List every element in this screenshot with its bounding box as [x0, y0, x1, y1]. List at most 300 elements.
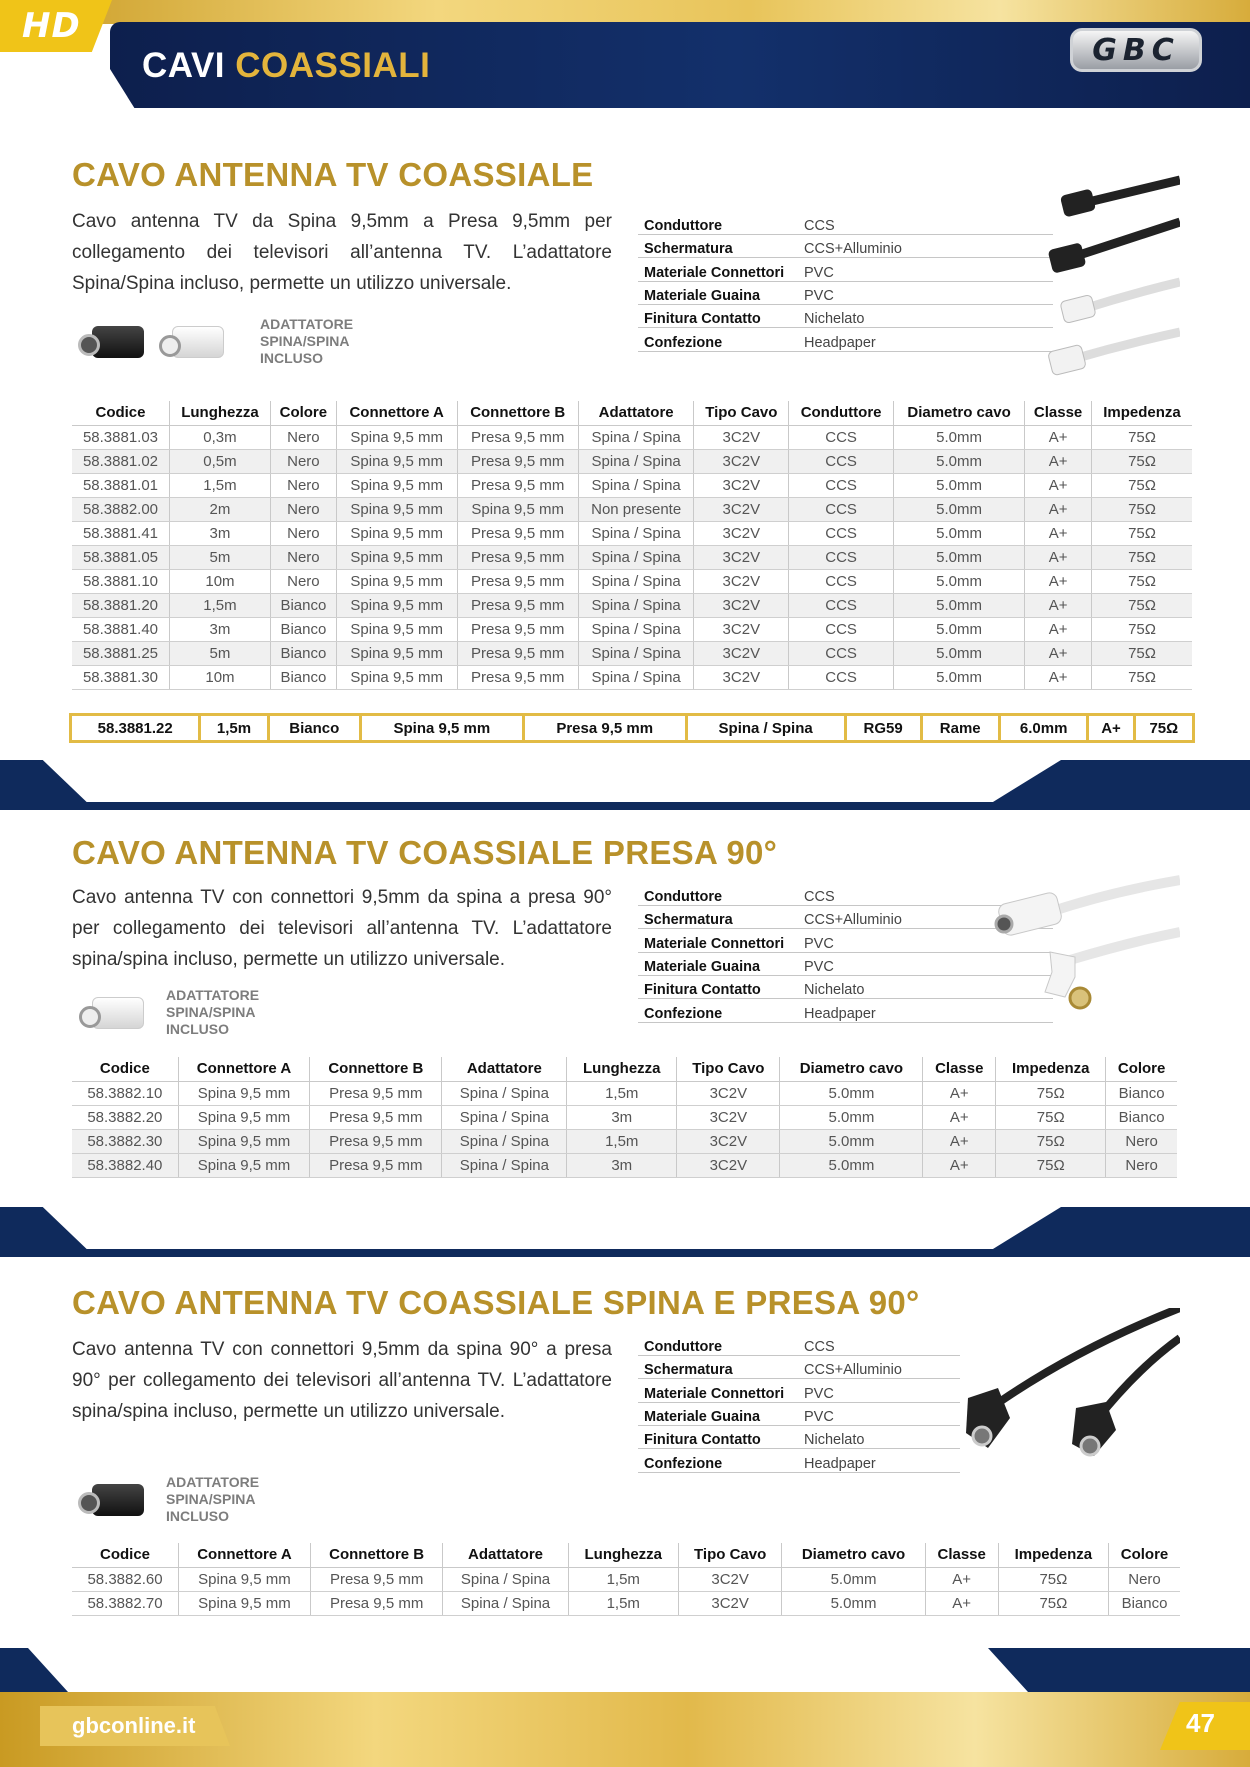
adapter-label-line: INCLUSO — [260, 350, 323, 366]
table-cell: Presa 9,5 mm — [310, 1591, 443, 1615]
table-cell: 5.0mm — [894, 617, 1025, 641]
section1-featured-row — [72, 716, 1192, 740]
table-cell: Spina 9,5 mm — [336, 569, 457, 593]
table-cell: Presa 9,5 mm — [310, 1105, 442, 1129]
table-cell: 5.0mm — [894, 641, 1025, 665]
table-cell: CCS — [789, 473, 894, 497]
column-header: Impedenza — [998, 1543, 1108, 1567]
table-cell: Presa 9,5 mm — [457, 617, 578, 641]
spec-row — [638, 1426, 960, 1449]
featured-cell: RG59 — [845, 716, 921, 740]
table-cell: 1,5m — [568, 1591, 678, 1615]
table-cell: Spina 9,5 mm — [457, 497, 578, 521]
table-cell: 5.0mm — [780, 1153, 923, 1177]
column-header: Connettore A — [178, 1057, 310, 1081]
page-header — [0, 0, 1250, 110]
page-number: 47 — [1186, 1708, 1215, 1738]
table-cell: Presa 9,5 mm — [457, 545, 578, 569]
spec-row — [638, 1402, 960, 1425]
table-cell: Presa 9,5 mm — [457, 569, 578, 593]
table-cell: Presa 9,5 mm — [457, 425, 578, 449]
spec-value: Nichelato — [798, 1426, 960, 1449]
spec-label: Schermatura — [638, 905, 798, 928]
table-cell: 58.3881.20 — [72, 593, 170, 617]
table-cell: Bianco — [1106, 1105, 1177, 1129]
section2-cable-icon — [990, 872, 1180, 1012]
spec-value: CCS+Alluminio — [798, 1355, 960, 1378]
spec-row — [638, 1332, 960, 1355]
table-cell: CCS — [789, 545, 894, 569]
table-cell: Non presente — [578, 497, 694, 521]
spec-label: Materiale Connettori — [638, 258, 798, 281]
table-cell: Spina 9,5 mm — [178, 1081, 310, 1105]
table-row — [72, 521, 1192, 545]
spec-value: CCS — [798, 882, 1053, 905]
section-divider — [0, 760, 1250, 810]
section1-title: CAVO ANTENNA TV COASSIALE — [72, 156, 594, 193]
spec-label: Confezione — [638, 328, 798, 351]
column-header: Tipo Cavo — [694, 401, 789, 425]
table-row — [72, 1591, 1180, 1615]
spec-value: Headpaper — [798, 1449, 960, 1472]
table-cell: Nero — [270, 569, 336, 593]
section1-adapter — [92, 316, 353, 367]
featured-cell: Rame — [921, 716, 999, 740]
table-cell: Spina 9,5 mm — [178, 1105, 310, 1129]
table-cell: Spina / Spina — [578, 473, 694, 497]
column-header: Lunghezza — [568, 1543, 678, 1567]
table-cell: 58.3882.40 — [72, 1153, 178, 1177]
table-cell: CCS — [789, 497, 894, 521]
table-cell: Bianco — [270, 641, 336, 665]
table-cell: CCS — [789, 665, 894, 689]
column-header: Impedenza — [996, 1057, 1106, 1081]
table-cell: 5.0mm — [894, 449, 1025, 473]
table-cell: 58.3882.20 — [72, 1105, 178, 1129]
table-cell: 58.3881.02 — [72, 449, 170, 473]
table-cell: 75Ω — [998, 1591, 1108, 1615]
column-header: Colore — [270, 401, 336, 425]
column-header: Adattatore — [443, 1543, 568, 1567]
spec-value: PVC — [798, 952, 1053, 975]
table-cell: 75Ω — [1092, 497, 1192, 521]
table-cell: 1,5m — [567, 1129, 677, 1153]
table-cell: A+ — [923, 1129, 996, 1153]
table-cell: 75Ω — [996, 1153, 1106, 1177]
table-cell: Bianco — [270, 617, 336, 641]
adapter-label-line: ADATTATORE — [166, 987, 260, 1003]
table-row — [72, 1081, 1177, 1105]
table-cell: 1,5m — [568, 1567, 678, 1591]
table-cell: 3C2V — [694, 641, 789, 665]
featured-cell: Bianco — [268, 716, 360, 740]
adapter-label — [260, 316, 353, 367]
table-cell: 5.0mm — [894, 593, 1025, 617]
table-cell: Spina / Spina — [578, 569, 694, 593]
featured-cell: 58.3881.22 — [97, 719, 173, 737]
table-cell: 58.3881.03 — [72, 425, 170, 449]
table-cell: 5.0mm — [894, 473, 1025, 497]
table-cell: Nero — [270, 521, 336, 545]
column-header: Connettore B — [457, 401, 578, 425]
gbc-logo — [1070, 28, 1202, 72]
spec-value: CCS — [798, 1332, 960, 1355]
table-cell: 0,3m — [170, 425, 271, 449]
spec-value: PVC — [798, 1379, 960, 1402]
column-header: Codice — [72, 1057, 178, 1081]
spec-value: CCS+Alluminio — [798, 234, 1053, 257]
adapter-label-line: ADATTATORE — [260, 316, 354, 332]
table-cell: Spina 9,5 mm — [178, 1153, 310, 1177]
adapter-black-icon — [92, 326, 144, 358]
table-cell: Spina 9,5 mm — [179, 1591, 311, 1615]
table-cell: 3m — [170, 617, 271, 641]
column-header: Tipo Cavo — [677, 1057, 780, 1081]
table-cell: A+ — [923, 1153, 996, 1177]
page-title-white: CAVI — [142, 46, 226, 85]
hd-badge-text: HD — [22, 6, 81, 46]
adapter-label-line: SPINA/SPINA — [166, 1004, 256, 1020]
table-cell: 75Ω — [1092, 545, 1192, 569]
table-cell: 75Ω — [1092, 593, 1192, 617]
table-cell: Spina 9,5 mm — [336, 665, 457, 689]
spec-label: Materiale Guaina — [638, 952, 798, 975]
spec-label: Conduttore — [638, 1332, 798, 1355]
table-cell: 3C2V — [694, 449, 789, 473]
table-cell: A+ — [1025, 449, 1092, 473]
column-header: Colore — [1106, 1057, 1177, 1081]
table-row — [72, 545, 1192, 569]
table-cell: 5.0mm — [894, 497, 1025, 521]
table-cell: Nero — [270, 545, 336, 569]
table-cell: 3C2V — [694, 497, 789, 521]
spec-row — [638, 1355, 960, 1378]
column-header: Codice — [72, 401, 170, 425]
table-cell: CCS — [789, 569, 894, 593]
spec-label: Schermatura — [638, 234, 798, 257]
spec-row — [638, 281, 1053, 304]
table-cell: 3C2V — [678, 1591, 782, 1615]
spec-label: Confezione — [638, 1449, 798, 1472]
table-cell: Bianco — [1106, 1081, 1177, 1105]
table-cell: 5.0mm — [894, 545, 1025, 569]
column-header: Diametro cavo — [782, 1543, 925, 1567]
section1-cable-icon — [1040, 172, 1180, 382]
table-cell: A+ — [1025, 425, 1092, 449]
section1-spec-table — [638, 211, 1053, 352]
table-cell: CCS — [789, 449, 894, 473]
column-header: Adattatore — [442, 1057, 567, 1081]
table-cell: 3m — [567, 1105, 677, 1129]
table-cell: 5.0mm — [780, 1129, 923, 1153]
table-cell: A+ — [1025, 521, 1092, 545]
table-cell: A+ — [925, 1567, 998, 1591]
table-cell: 5.0mm — [894, 521, 1025, 545]
column-header: Diametro cavo — [894, 401, 1025, 425]
column-header: Classe — [923, 1057, 996, 1081]
column-header: Connettore B — [310, 1543, 443, 1567]
featured-cell: 1,5m — [200, 716, 268, 740]
spec-label: Finitura Contatto — [638, 976, 798, 999]
table-cell: A+ — [923, 1105, 996, 1129]
table-cell: Spina / Spina — [442, 1129, 567, 1153]
adapter-white-icon — [172, 326, 224, 358]
adapter-black-icon — [92, 1484, 144, 1516]
spec-value: Nichelato — [798, 976, 1053, 999]
table-cell: Spina / Spina — [578, 617, 694, 641]
spec-label: Conduttore — [638, 211, 798, 234]
table-cell: 5.0mm — [782, 1567, 925, 1591]
spec-row — [638, 328, 1053, 351]
table-cell: 1,5m — [170, 593, 271, 617]
column-header: Diametro cavo — [780, 1057, 923, 1081]
spec-value: PVC — [798, 1402, 960, 1425]
column-header: Tipo Cavo — [678, 1543, 782, 1567]
section3-adapter — [92, 1474, 259, 1525]
table-cell: 5.0mm — [894, 665, 1025, 689]
spec-label: Materiale Connettori — [638, 1379, 798, 1402]
table-cell: Spina 9,5 mm — [336, 617, 457, 641]
section3-cable-icon — [958, 1308, 1180, 1458]
table-cell: 3C2V — [694, 425, 789, 449]
table-cell: Spina / Spina — [442, 1081, 567, 1105]
header-gold-band — [0, 0, 1250, 24]
spec-value: CCS — [798, 211, 1053, 234]
column-header: Colore — [1109, 1543, 1180, 1567]
column-header: Connettore A — [336, 401, 457, 425]
table-cell: Presa 9,5 mm — [310, 1153, 442, 1177]
table-cell: 58.3882.00 — [72, 497, 170, 521]
table-row — [72, 641, 1192, 665]
table-cell: 3C2V — [677, 1081, 780, 1105]
table-cell: Spina / Spina — [578, 593, 694, 617]
spec-value: PVC — [798, 281, 1053, 304]
spec-row — [638, 234, 1053, 257]
table-cell: Nero — [1106, 1129, 1177, 1153]
featured-cell: A+ — [1088, 716, 1134, 740]
featured-cell: Presa 9,5 mm — [523, 716, 686, 740]
spec-value: Headpaper — [798, 999, 1053, 1022]
table-cell: Presa 9,5 mm — [457, 473, 578, 497]
table-cell: 5m — [170, 641, 271, 665]
spec-label: Materiale Connettori — [638, 929, 798, 952]
featured-cell: 6.0mm — [999, 716, 1087, 740]
column-header: Connettore A — [179, 1543, 311, 1567]
table-cell: A+ — [1025, 665, 1092, 689]
column-header: Impedenza — [1092, 401, 1192, 425]
table-cell: A+ — [1025, 569, 1092, 593]
table-cell: 3C2V — [694, 665, 789, 689]
table-cell: 3C2V — [694, 545, 789, 569]
table-cell: 58.3881.30 — [72, 665, 170, 689]
table-row — [72, 449, 1192, 473]
table-cell: 58.3881.05 — [72, 545, 170, 569]
table-cell: Presa 9,5 mm — [457, 449, 578, 473]
table-cell: 3C2V — [694, 617, 789, 641]
section2-title: CAVO ANTENNA TV COASSIALE PRESA 90° — [72, 834, 778, 871]
table-cell: Nero — [1109, 1567, 1180, 1591]
table-cell: Nero — [270, 425, 336, 449]
spec-label: Finitura Contatto — [638, 305, 798, 328]
table-cell: Spina / Spina — [442, 1105, 567, 1129]
table-row — [72, 665, 1192, 689]
table-row — [72, 497, 1192, 521]
table-cell: Spina 9,5 mm — [178, 1129, 310, 1153]
page-title — [142, 46, 430, 86]
section1-description: Cavo antenna TV da Spina 9,5mm a Presa 9,5mm per collegamento dei televisori all’antenna TV. L’adattatore Spina/Spina incluso, permette un utilizzo universale. — [72, 211, 612, 294]
table-cell: 58.3881.01 — [72, 473, 170, 497]
table-cell: Presa 9,5 mm — [457, 521, 578, 545]
spec-label: Materiale Guaina — [638, 281, 798, 304]
table-cell: 0,5m — [170, 449, 271, 473]
section2-adapter — [92, 987, 259, 1038]
table-cell: Spina 9,5 mm — [336, 545, 457, 569]
table-cell: 5.0mm — [780, 1105, 923, 1129]
table-row — [72, 617, 1192, 641]
table-cell: 3C2V — [694, 593, 789, 617]
table-cell: Spina / Spina — [578, 521, 694, 545]
table-cell: 75Ω — [1092, 569, 1192, 593]
table-cell: 58.3881.25 — [72, 641, 170, 665]
table-cell: 75Ω — [1092, 641, 1192, 665]
section3-product-table — [72, 1543, 1180, 1616]
table-cell: A+ — [1025, 497, 1092, 521]
table-cell: 3C2V — [677, 1129, 780, 1153]
table-cell: 3m — [170, 521, 271, 545]
spec-label: Finitura Contatto — [638, 1426, 798, 1449]
section1-product-table — [72, 401, 1192, 690]
table-cell: 75Ω — [1092, 521, 1192, 545]
column-header: Classe — [1025, 401, 1092, 425]
table-cell: Nero — [270, 497, 336, 521]
table-cell: Nero — [270, 449, 336, 473]
table-cell: Spina 9,5 mm — [336, 425, 457, 449]
table-cell: 3C2V — [678, 1567, 782, 1591]
table-cell: 58.3882.10 — [72, 1081, 178, 1105]
table-cell: Bianco — [1109, 1591, 1180, 1615]
adapter-label-line: SPINA/SPINA — [166, 1491, 256, 1507]
featured-cell: Spina / Spina — [686, 716, 845, 740]
table-row — [72, 1129, 1177, 1153]
table-cell: 1,5m — [170, 473, 271, 497]
table-cell: 75Ω — [1092, 425, 1192, 449]
spec-label: Schermatura — [638, 1355, 798, 1378]
table-cell: 75Ω — [1092, 449, 1192, 473]
table-cell: 58.3882.30 — [72, 1129, 178, 1153]
gbc-logo-text: GBC — [1092, 32, 1180, 68]
spec-value: Headpaper — [798, 328, 1053, 351]
table-cell: Presa 9,5 mm — [457, 641, 578, 665]
column-header: Connettore B — [310, 1057, 442, 1081]
table-cell: 5.0mm — [780, 1081, 923, 1105]
featured-cell: 75Ω — [1134, 716, 1192, 740]
table-cell: 58.3881.41 — [72, 521, 170, 545]
table-cell: Spina / Spina — [578, 545, 694, 569]
spec-label: Confezione — [638, 999, 798, 1022]
table-cell: Bianco — [270, 593, 336, 617]
spec-value: CCS+Alluminio — [798, 905, 1053, 928]
adapter-label-line: INCLUSO — [166, 1508, 229, 1524]
table-cell: A+ — [1025, 641, 1092, 665]
table-cell: 10m — [170, 569, 271, 593]
table-cell: 75Ω — [996, 1081, 1106, 1105]
table-cell: Spina 9,5 mm — [336, 497, 457, 521]
spec-row — [638, 258, 1053, 281]
section3-spec-table — [638, 1332, 960, 1473]
table-cell: 75Ω — [1092, 665, 1192, 689]
table-cell: 58.3881.40 — [72, 617, 170, 641]
table-cell: Spina 9,5 mm — [179, 1567, 311, 1591]
spec-label: Materiale Guaina — [638, 1402, 798, 1425]
table-cell: Nero — [270, 473, 336, 497]
table-cell: A+ — [923, 1081, 996, 1105]
spec-row — [638, 1379, 960, 1402]
spec-row — [638, 211, 1053, 234]
table-cell: 75Ω — [1092, 617, 1192, 641]
table-cell: Presa 9,5 mm — [310, 1567, 443, 1591]
table-cell: 10m — [170, 665, 271, 689]
table-cell: 3C2V — [694, 473, 789, 497]
table-cell: Spina 9,5 mm — [336, 473, 457, 497]
table-cell: 2m — [170, 497, 271, 521]
table-row — [72, 593, 1192, 617]
table-cell: CCS — [789, 521, 894, 545]
adapter-label-line: SPINA/SPINA — [260, 333, 350, 349]
table-cell: Nero — [1106, 1153, 1177, 1177]
column-header: Lunghezza — [567, 1057, 677, 1081]
adapter-label — [166, 1474, 259, 1525]
table-cell: Spina 9,5 mm — [336, 641, 457, 665]
table-cell: Spina / Spina — [578, 665, 694, 689]
section2-product-table — [72, 1057, 1177, 1178]
table-cell: CCS — [789, 641, 894, 665]
table-cell: Presa 9,5 mm — [457, 593, 578, 617]
section3-description: Cavo antenna TV con connettori 9,5mm da spina 90° a presa 90° per collegamento dei televisori all’antenna TV. L’adattatore spina/spina incluso, permette un utilizzo universale. — [72, 1339, 612, 1422]
table-cell: Spina 9,5 mm — [336, 593, 457, 617]
table-row — [72, 1105, 1177, 1129]
table-row — [72, 569, 1192, 593]
adapter-white-icon — [92, 997, 144, 1029]
footer-site-link[interactable]: gbconline.it — [72, 1713, 196, 1738]
spec-label: Conduttore — [638, 882, 798, 905]
table-cell: Presa 9,5 mm — [457, 665, 578, 689]
table-cell: 58.3882.70 — [72, 1591, 179, 1615]
table-cell: A+ — [1025, 617, 1092, 641]
column-header: Conduttore — [789, 401, 894, 425]
section-divider — [0, 1207, 1250, 1257]
table-cell: 3C2V — [677, 1105, 780, 1129]
table-cell: A+ — [1025, 473, 1092, 497]
section3-title: CAVO ANTENNA TV COASSIALE SPINA E PRESA 90° — [72, 1284, 920, 1321]
table-cell: Presa 9,5 mm — [310, 1129, 442, 1153]
spec-value: PVC — [798, 929, 1053, 952]
table-cell: 75Ω — [1092, 473, 1192, 497]
table-cell: Spina / Spina — [578, 425, 694, 449]
table-cell: 5m — [170, 545, 271, 569]
table-cell: 75Ω — [998, 1567, 1108, 1591]
table-cell: 3C2V — [677, 1153, 780, 1177]
spec-row — [638, 1449, 960, 1472]
table-cell: 3C2V — [694, 569, 789, 593]
column-header: Classe — [925, 1543, 998, 1567]
spec-row — [638, 305, 1053, 328]
column-header: Lunghezza — [170, 401, 271, 425]
table-cell: 58.3882.60 — [72, 1567, 179, 1591]
table-cell: Spina 9,5 mm — [336, 449, 457, 473]
table-cell: A+ — [1025, 593, 1092, 617]
table-cell: Spina / Spina — [578, 641, 694, 665]
table-cell: Spina / Spina — [443, 1567, 568, 1591]
